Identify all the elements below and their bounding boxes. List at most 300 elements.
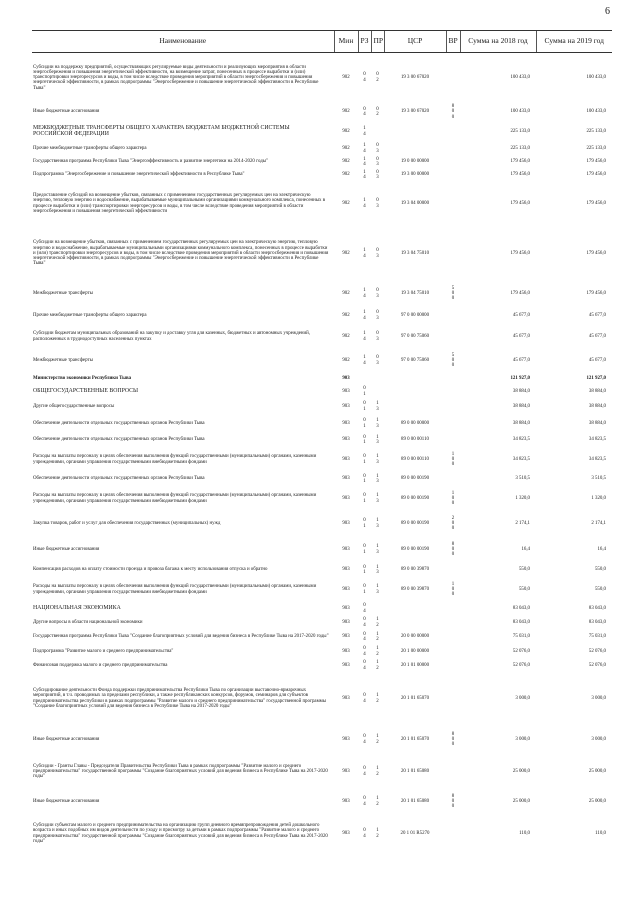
row-sum-2019: 225 133,0 — [586, 145, 606, 151]
row-vr — [446, 53, 460, 103]
row-pr — [371, 602, 384, 616]
row-pr: 0 3 — [376, 156, 379, 167]
row-vr: 8 0 0 — [451, 104, 455, 120]
row-name: Расходы на выплаты персоналу в целях обеспечения выполнения функций государственными (муниципальными) органами, казенными учреждениями, органами управления государственными внебюджетными фондами — [33, 454, 317, 465]
row-min: 902 — [342, 172, 350, 178]
row-name: Субсидии на возмещение убытков, связанных с применением государственных регулируемых цен на электрическую энергию, тепловую энергию и водоснабжение, вырабатываемые муниципальными организациями коммунального комплекса, понесенных в процессе выработки и (или) транспортировки энергоресурсов и воды, в том числе вследствие проведения мероприятий в области энергосбережения и повышения энергетической эффективности, в рамках подпрограммы "Энергосбережение и повышение энергетической эффективности в Республике Тыва" — [33, 240, 329, 267]
row-vr — [446, 415, 460, 433]
row-sum-2019: 550,0 — [594, 567, 606, 573]
row-csr: 20 0 00 00000 — [400, 634, 430, 640]
row-min: 903 — [342, 736, 350, 742]
row-sum-2019: 38 884,0 — [588, 388, 606, 394]
row-pr: 0 3 — [376, 248, 379, 259]
row-rz: 0 1 — [363, 584, 366, 595]
row-name: Субсидии на поддержку предприятий, осуществляющих регулируемые виды деятельности и реализующих мероприятия в области энергосбережения и повышения энергетической эффективности, на возмещение затрат, понесенных в процессе выработки и (или) транспортировки энергоресурсов и воды, в том числе вследствие проведения мероприятий в области энергосбережения и повышения энергетической эффективности, в рамках подпрограммы "Энергосбережение и повышение энергетической эффективности в Республике Тыва" — [33, 64, 319, 91]
row-csr: 19 3 04 00000 — [400, 200, 430, 206]
row-rz: 0 4 — [363, 617, 366, 628]
row-rz: 0 1 — [363, 564, 366, 575]
row-min: 903 — [342, 456, 350, 462]
row-name: Предоставление субсидий на возмещение убытков, связанных с применением государственных регулируемых цен на электрическую энергию, тепловую энергию и водоснабжение, вырабатываемые муниципальными организациями коммунального комплекса, понесенных в процессе выработки и (или) транспортировки энергоресурсов и воды, в том числе вследствие проведения мероприятий в области энергосбережения и повышения энергетической эффективности — [33, 192, 326, 214]
row-sum-2018: 550,0 — [518, 567, 530, 573]
row-pr: 0 2 — [376, 72, 379, 83]
row-csr: 89 0 00 00000 — [400, 420, 430, 426]
row-rz: 0 4 — [363, 72, 366, 83]
row-vr — [446, 645, 460, 659]
row-sum-2019: 45 677,0 — [588, 357, 606, 363]
row-sum-2018: 179 456,0 — [510, 250, 530, 256]
row-pr: 1 2 — [376, 660, 379, 671]
row-csr: 89 0 00 00190 — [400, 546, 430, 552]
row-vr — [446, 122, 460, 142]
row-min: 903 — [342, 695, 350, 701]
table-row — [32, 448, 612, 472]
row-pr: 0 3 — [376, 355, 379, 366]
row-vr: 1 0 0 — [451, 451, 455, 468]
table-row — [32, 415, 612, 433]
row-rz: 1 4 — [363, 331, 366, 342]
row-rz: 0 4 — [363, 631, 366, 642]
row-vr — [446, 306, 460, 326]
table-row — [32, 182, 612, 226]
row-sum-2019: 100 433,0 — [586, 75, 606, 81]
row-sum-2019: 75 031,0 — [588, 634, 606, 640]
row-pr: 1 3 — [376, 454, 379, 465]
row-vr: 1 0 0 — [451, 581, 455, 598]
row-vr — [446, 226, 460, 282]
row-sum-2018: 179 456,0 — [510, 172, 530, 178]
row-csr — [384, 616, 446, 630]
row-csr: 20 1 01 R5270 — [400, 830, 430, 836]
row-sum-2018: 110,0 — [519, 830, 530, 836]
row-sum-2018: 1 320,0 — [515, 495, 530, 501]
row-rz — [358, 374, 371, 385]
row-sum-2019: 110,0 — [595, 830, 606, 836]
row-vr: 1 0 0 — [451, 490, 455, 507]
row-sum-2019: 179 456,0 — [586, 290, 606, 296]
table-row — [32, 122, 612, 142]
row-sum-2019: 45 677,0 — [588, 333, 606, 339]
row-rz: 0 4 — [363, 796, 366, 807]
row-min: 902 — [342, 357, 350, 363]
table-row — [32, 487, 612, 511]
table-row — [32, 789, 612, 815]
row-csr: 97 0 00 75060 — [400, 357, 430, 363]
row-vr — [446, 156, 460, 169]
row-rz: 0 4 — [363, 646, 366, 657]
table-row — [32, 815, 612, 853]
row-sum-2019: 3 000,0 — [591, 695, 606, 701]
row-pr: 1 2 — [376, 766, 379, 777]
row-rz: 0 4 — [363, 828, 366, 839]
row-min: 903 — [342, 520, 350, 526]
row-pr: 1 3 — [376, 401, 379, 412]
row-csr: 89 0 00 00110 — [401, 437, 429, 443]
row-vr — [446, 169, 460, 182]
budget-table — [32, 30, 612, 853]
row-csr: 19 3 00 00000 — [400, 172, 430, 178]
row-pr: 1 2 — [376, 828, 379, 839]
table-row — [32, 563, 612, 578]
page-number: 6 — [605, 6, 610, 17]
row-sum-2018: 179 456,0 — [510, 159, 530, 165]
table-row — [32, 374, 612, 385]
row-sum-2019: 25 000,0 — [588, 798, 606, 804]
row-rz: 0 1 — [363, 544, 366, 555]
row-rz: 1 4 — [363, 126, 366, 137]
row-name: Подпрограмма "Развитие малого и среднего предпринимательства" — [33, 648, 174, 654]
row-rz: 1 4 — [363, 143, 366, 154]
row-name: Иные бюджетные ассигнования — [33, 736, 100, 742]
row-sum-2018: 100 433,0 — [510, 75, 530, 81]
header-sum-2019: Сумма на 2019 год — [536, 31, 612, 53]
row-min: 903 — [342, 376, 350, 382]
row-name: Обеспечение деятельности отдельных государственных органов Республики Тыва — [33, 437, 205, 443]
row-csr: 89 0 00 39870 — [400, 586, 430, 592]
row-sum-2019: 179 456,0 — [586, 159, 606, 165]
row-sum-2018: 25 000,0 — [512, 768, 530, 774]
row-name: Прочие межбюджетные трансферты общего характера — [33, 312, 147, 318]
table-row — [32, 385, 612, 399]
row-sum-2019: 225 133,0 — [586, 128, 606, 134]
row-vr: 5 0 0 — [451, 285, 455, 302]
table-row — [32, 659, 612, 673]
row-sum-2018: 45 677,0 — [512, 333, 530, 339]
row-pr: 0 3 — [376, 310, 379, 321]
row-sum-2019: 52 076,0 — [588, 648, 606, 654]
row-vr — [446, 374, 460, 385]
row-rz: 1 4 — [363, 288, 366, 299]
row-sum-2018: 2 174,1 — [515, 520, 530, 526]
row-min: 903 — [342, 495, 350, 501]
row-sum-2019: 34 823,5 — [588, 456, 606, 462]
row-sum-2018: 45 677,0 — [512, 312, 530, 318]
row-name: МЕЖБЮДЖЕТНЫЕ ТРАНСФЕРТЫ ОБЩЕГО ХАРАКТЕРА БЮДЖЕТАМ БЮДЖЕТНОЙ СИСТЕМЫ РОССИЙСКОЙ ФЕДЕРАЦИИ — [33, 125, 290, 137]
row-rz: 0 1 — [363, 473, 366, 484]
row-vr — [446, 433, 460, 448]
row-pr — [371, 122, 384, 142]
row-sum-2018: 3 000,0 — [515, 695, 530, 701]
row-rz: 0 1 — [363, 418, 366, 429]
row-min: 902 — [342, 290, 350, 296]
header-vr: ВР — [446, 31, 460, 53]
row-sum-2019: 100 433,0 — [586, 109, 606, 115]
row-csr: 19 0 00 00000 — [400, 159, 430, 165]
row-pr: 1 3 — [376, 584, 379, 595]
row-rz: 0 4 — [363, 766, 366, 777]
row-sum-2019: 52 076,0 — [588, 662, 606, 668]
row-pr: 1 3 — [376, 418, 379, 429]
row-sum-2018: 83 043,0 — [512, 605, 530, 611]
row-csr: 20 1 01 65070 — [400, 695, 430, 701]
row-min: 903 — [342, 586, 350, 592]
row-name: НАЦИОНАЛЬНАЯ ЭКОНОМИКА — [33, 604, 121, 611]
table-row — [32, 348, 612, 374]
row-vr — [446, 326, 460, 348]
row-name: Расходы на выплаты персоналу в целях обеспечения выполнения функций государственными (муниципальными) органами, казенными учреждениями, органами управления государственными внебюджетными фондами — [33, 493, 317, 504]
row-min: 902 — [342, 109, 350, 115]
row-rz: 0 1 — [363, 493, 366, 504]
row-rz: 0 4 — [363, 734, 366, 745]
row-min: 903 — [342, 768, 350, 774]
table-row — [32, 537, 612, 563]
table-row — [32, 169, 612, 182]
row-pr: 1 2 — [376, 631, 379, 642]
header-sum-2018: Сумма на 2018 год — [460, 31, 536, 53]
row-vr: 5 0 0 — [451, 352, 455, 369]
row-name: ОБЩЕГОСУДАРСТВЕННЫЕ ВОПРОСЫ — [33, 387, 139, 394]
row-csr: 20 1 00 00000 — [400, 648, 430, 654]
row-pr: 1 3 — [376, 493, 379, 504]
row-rz: 0 4 — [363, 693, 366, 704]
row-name: Прочие межбюджетные трансферты общего характера — [33, 145, 147, 151]
row-sum-2018: 75 031,0 — [512, 634, 530, 640]
row-vr — [446, 659, 460, 673]
row-sum-2019: 550,0 — [594, 586, 606, 592]
row-sum-2018: 83 043,0 — [512, 619, 530, 625]
row-sum-2018: 34 823,5 — [512, 437, 530, 443]
row-csr: 19 3 04 75010 — [400, 290, 430, 296]
table-row — [32, 306, 612, 326]
row-pr: 1 3 — [376, 518, 379, 529]
row-min: 903 — [342, 605, 350, 611]
row-rz: 0 1 — [363, 434, 366, 445]
row-csr: 19 3 04 75010 — [400, 250, 430, 256]
row-vr — [446, 142, 460, 156]
row-sum-2019: 2 174,1 — [591, 520, 606, 526]
row-vr: 8 0 0 — [451, 541, 455, 558]
row-rz: 0 1 — [363, 386, 366, 397]
row-rz: 1 4 — [363, 355, 366, 366]
row-vr — [446, 182, 460, 226]
row-rz: 1 4 — [363, 248, 366, 259]
table-row — [32, 103, 612, 122]
table-row — [32, 725, 612, 755]
row-name: Компенсация расходов на оплату стоимости проезда и провоза багажа к месту использования отпуска и обратно — [33, 567, 268, 573]
row-sum-2018: 225 133,0 — [510, 128, 530, 134]
row-sum-2019: 3 000,0 — [591, 736, 606, 742]
header-rz: РЗ — [358, 31, 371, 53]
table-row — [32, 578, 612, 602]
row-name: Расходы на выплаты персоналу в целях обеспечения выполнения функций государственными (муниципальными) органами, казенными учреждениями, органами управления государственными внебюджетными фондами — [33, 584, 317, 595]
row-vr — [446, 563, 460, 578]
table-row — [32, 399, 612, 415]
row-pr — [371, 385, 384, 399]
row-min: 902 — [342, 333, 350, 339]
row-csr: 89 0 00 00190 — [400, 495, 430, 501]
row-vr: 2 0 0 — [451, 515, 455, 532]
row-vr — [446, 815, 460, 853]
row-pr: 0 3 — [376, 198, 379, 209]
table-row — [32, 433, 612, 448]
row-vr — [446, 399, 460, 415]
table-row — [32, 226, 612, 282]
row-csr: 19 3 00 67020 — [400, 109, 430, 115]
row-vr: 8 0 0 — [451, 731, 455, 748]
row-sum-2019: 83 043,0 — [588, 619, 606, 625]
row-vr — [446, 630, 460, 645]
row-name: Подпрограмма "Энергосбережение и повышение энергетической эффективности в Республике Тыва" — [33, 172, 245, 178]
row-sum-2018: 179 456,0 — [510, 290, 530, 296]
row-sum-2019: 38 884,0 — [588, 403, 606, 409]
row-vr — [446, 385, 460, 399]
row-csr: 89 0 00 00110 — [401, 456, 429, 462]
row-rz: 1 4 — [363, 169, 366, 180]
row-min: 902 — [342, 312, 350, 318]
row-min: 903 — [342, 420, 350, 426]
row-name: Иные бюджетные ассигнования — [33, 109, 100, 115]
row-csr: 97 0 00 75060 — [400, 333, 430, 339]
row-rz: 0 4 — [363, 660, 366, 671]
row-name: Государственная программа Республики Тыва "Создание благоприятных условий для ведения бизнеса в Республике Тыва на 2017-2020 годы" — [33, 634, 329, 640]
row-sum-2018: 121 927,0 — [510, 376, 530, 382]
row-pr: 0 3 — [376, 169, 379, 180]
row-sum-2019: 179 456,0 — [586, 172, 606, 178]
table-row — [32, 755, 612, 789]
row-sum-2018: 38 884,0 — [512, 403, 530, 409]
row-sum-2019: 45 677,0 — [588, 312, 606, 318]
row-name: Государственная программа Республики Тыва "Энергоэффективность и развитие энергетики на 2014-2020 годы" — [33, 159, 269, 165]
row-sum-2019: 83 043,0 — [588, 605, 606, 611]
row-sum-2018: 179 456,0 — [510, 200, 530, 206]
row-min: 903 — [342, 388, 350, 394]
table-row — [32, 53, 612, 103]
row-pr: 1 3 — [376, 544, 379, 555]
row-rz: 1 4 — [363, 310, 366, 321]
table-row — [32, 602, 612, 616]
table-row — [32, 142, 612, 156]
row-rz: 0 4 — [363, 603, 366, 614]
row-sum-2019: 38 884,0 — [588, 420, 606, 426]
row-sum-2018: 45 677,0 — [512, 357, 530, 363]
row-min: 903 — [342, 437, 350, 443]
row-pr: 0 3 — [376, 288, 379, 299]
row-pr: 1 2 — [376, 693, 379, 704]
row-csr: 97 0 00 00000 — [400, 312, 430, 318]
row-sum-2019: 1 320,0 — [591, 495, 606, 501]
row-csr: 20 1 01 65080 — [400, 798, 430, 804]
row-pr: 0 3 — [376, 331, 379, 342]
row-csr — [384, 399, 446, 415]
row-sum-2018: 3 510,5 — [515, 476, 530, 482]
row-min: 903 — [342, 619, 350, 625]
row-csr — [384, 385, 446, 399]
table-row — [32, 511, 612, 537]
table-row — [32, 282, 612, 306]
row-min: 902 — [342, 159, 350, 165]
row-name: Субсидии субъектам малого и среднего предпринимательства на организацию групп дневного времяпрепровождения детей дошкольного возраста и иных подобных им видов деятельности по уходу и присмотру за детьми в рамках подпрограммы "Развитие малого и среднего предпринимательства" государственной программы "Создание благоприятных условий для ведения бизнеса в Республике Тыва на 2017-2020 годы" — [33, 822, 328, 844]
row-name: Министерство экономики Республики Тыва — [33, 376, 132, 382]
row-name: Межбюджетные трансферты — [33, 290, 93, 296]
row-pr — [371, 374, 384, 385]
row-vr: 8 0 0 — [451, 793, 455, 810]
row-pr: 1 2 — [376, 617, 379, 628]
row-csr: 20 1 01 00000 — [400, 662, 430, 668]
row-sum-2018: 38 884,0 — [512, 388, 530, 394]
row-min: 903 — [342, 830, 350, 836]
row-sum-2018: 550,0 — [518, 586, 530, 592]
row-min: 903 — [342, 662, 350, 668]
row-csr — [384, 374, 446, 385]
row-vr — [446, 616, 460, 630]
row-sum-2019: 25 000,0 — [588, 768, 606, 774]
row-csr — [384, 602, 446, 616]
table-row — [32, 156, 612, 169]
row-min: 902 — [342, 200, 350, 206]
row-sum-2018: 225 133,0 — [510, 145, 530, 151]
row-sum-2019: 16,4 — [597, 546, 606, 552]
row-csr: 89 0 00 39870 — [400, 567, 430, 573]
row-pr: 1 3 — [376, 564, 379, 575]
header-min: Мин — [334, 31, 358, 53]
row-min: 903 — [342, 634, 350, 640]
row-rz: 0 4 — [363, 106, 366, 117]
row-rz: 0 1 — [363, 401, 366, 412]
row-pr: 1 2 — [376, 734, 379, 745]
row-name: Другие общегосударственные вопросы — [33, 403, 115, 409]
row-csr: 19 3 00 67020 — [400, 75, 430, 81]
row-sum-2018: 16,4 — [521, 546, 530, 552]
header-pr: ПР — [371, 31, 384, 53]
table-row — [32, 326, 612, 348]
row-min: 903 — [342, 567, 350, 573]
row-sum-2018: 3 000,0 — [515, 736, 530, 742]
row-min: 903 — [342, 476, 350, 482]
row-csr: 89 0 00 00190 — [400, 520, 430, 526]
row-rz: 0 1 — [363, 454, 366, 465]
row-sum-2018: 100 433,0 — [510, 109, 530, 115]
row-pr: 1 2 — [376, 646, 379, 657]
row-name: Иные бюджетные ассигнования — [33, 798, 100, 804]
row-sum-2019: 121 927,0 — [586, 376, 606, 382]
row-pr: 0 2 — [376, 106, 379, 117]
row-name: Другие вопросы в области национальной экономики — [33, 619, 143, 625]
row-sum-2018: 52 076,0 — [512, 648, 530, 654]
row-pr: 1 3 — [376, 434, 379, 445]
table-row — [32, 472, 612, 487]
row-vr — [446, 673, 460, 725]
row-rz: 1 4 — [363, 156, 366, 167]
row-csr: 20 1 01 65080 — [400, 768, 430, 774]
row-rz: 1 4 — [363, 198, 366, 209]
row-name: Субсидии - Гранты Главы - Председателя Правительства Республики Тыва в рамках подпрограммы "Развитие малого и среднего предпринимательства" государственной программы "Создание благоприятных условий для ведения бизнеса в Республике Тыва на 2017-2020 годы" — [33, 763, 328, 780]
row-sum-2019: 179 456,0 — [586, 250, 606, 256]
row-vr — [446, 602, 460, 616]
row-pr: 1 2 — [376, 796, 379, 807]
row-min: 903 — [342, 648, 350, 654]
row-vr — [446, 472, 460, 487]
row-min: 902 — [342, 250, 350, 256]
row-min: 902 — [342, 128, 350, 134]
row-name: Межбюджетные трансферты — [33, 357, 93, 363]
row-min: 902 — [342, 75, 350, 81]
row-name: Финансовая поддержка малого и среднего предпринимательства — [33, 662, 168, 668]
row-pr: 0 3 — [376, 143, 379, 154]
row-csr — [384, 142, 446, 156]
row-sum-2018: 34 823,5 — [512, 456, 530, 462]
row-sum-2019: 3 510,5 — [591, 476, 606, 482]
table-row — [32, 645, 612, 659]
row-min: 903 — [342, 546, 350, 552]
row-min: 903 — [342, 403, 350, 409]
table-header — [32, 31, 612, 53]
row-sum-2019: 179 456,0 — [586, 200, 606, 206]
row-name: Обеспечение деятельности отдельных государственных органов Республики Тыва — [33, 420, 205, 426]
table-body — [32, 53, 612, 853]
row-min: 903 — [342, 798, 350, 804]
row-name: Закупка товаров, работ и услуг для обеспечения государственных (муниципальных) нужд — [33, 520, 221, 526]
table-row — [32, 630, 612, 645]
table-row — [32, 616, 612, 630]
